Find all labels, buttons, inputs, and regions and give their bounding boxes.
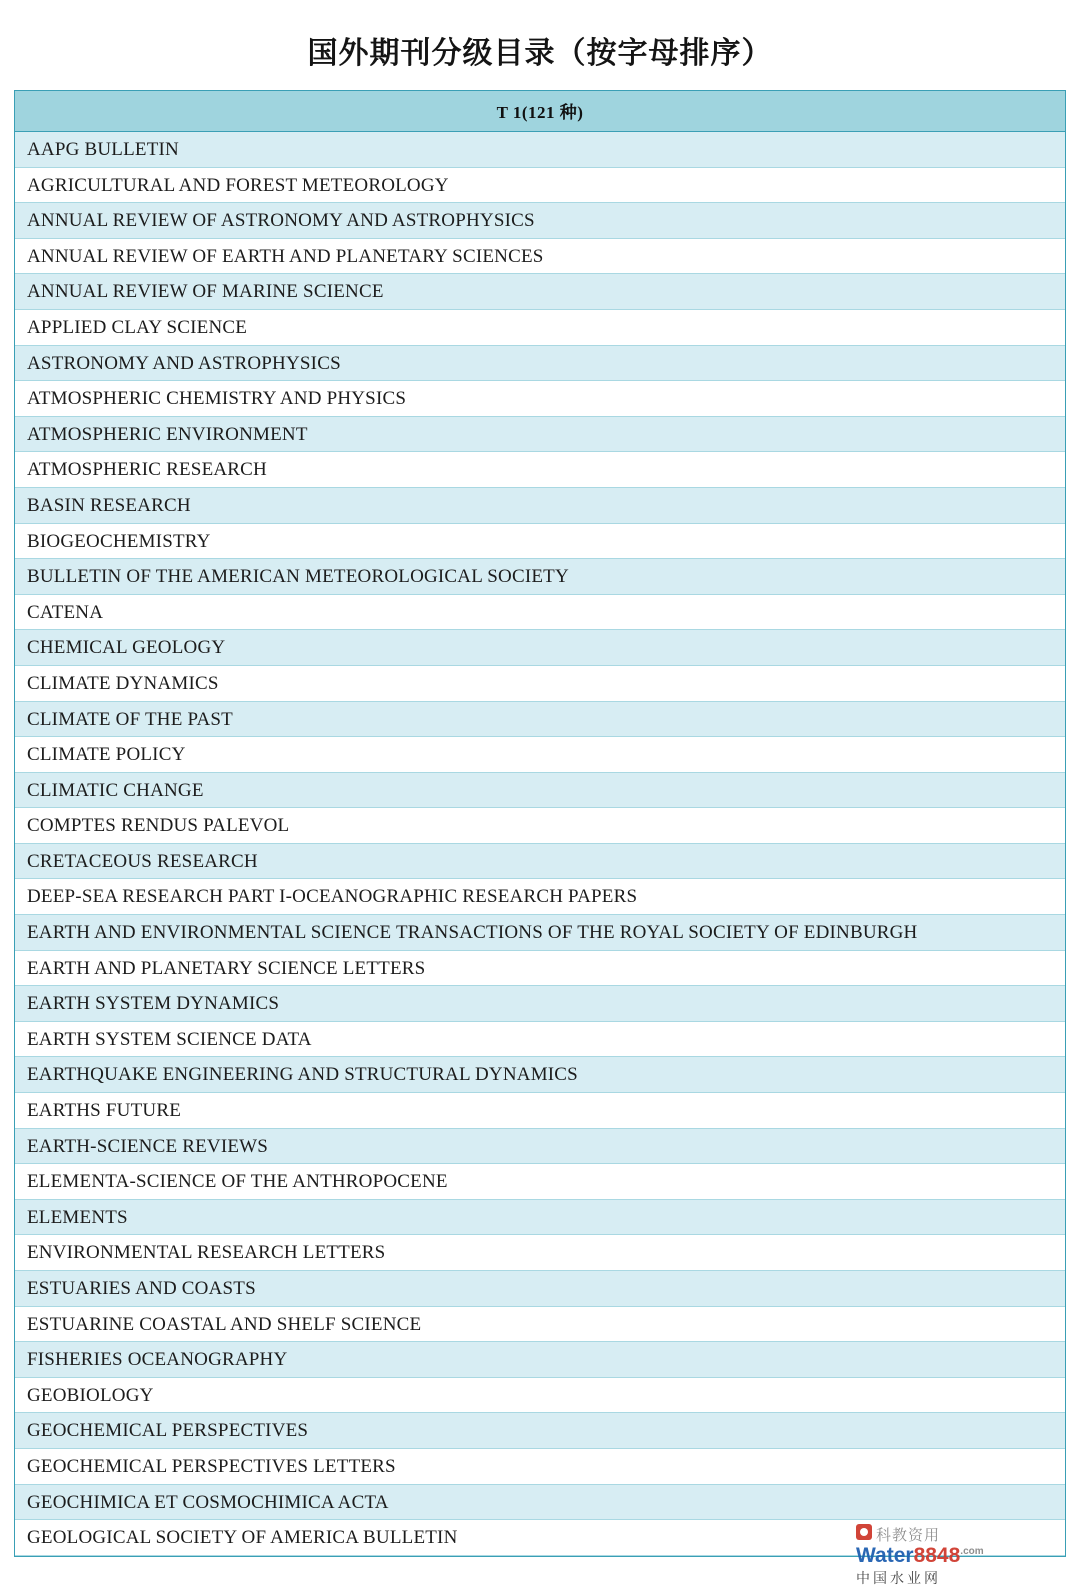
table-row: GEOBIOLOGY <box>15 1378 1065 1414</box>
watermark-bottom-text: 中国水业网 <box>856 1570 941 1586</box>
table-row: EARTH SYSTEM DYNAMICS <box>15 986 1065 1022</box>
table-row: AAPG BULLETIN <box>15 132 1065 168</box>
table-row: ATMOSPHERIC CHEMISTRY AND PHYSICS <box>15 381 1065 417</box>
watermark-top-text: 科教资用 <box>876 1527 941 1544</box>
table-row: CHEMICAL GEOLOGY <box>15 630 1065 666</box>
table-row: ANNUAL REVIEW OF MARINE SCIENCE <box>15 274 1065 310</box>
table-row: EARTH-SCIENCE REVIEWS <box>15 1129 1065 1165</box>
table-row: COMPTES RENDUS PALEVOL <box>15 808 1065 844</box>
table-row: CLIMATE POLICY <box>15 737 1065 773</box>
page-title: 国外期刊分级目录（按字母排序） <box>307 37 773 70</box>
table-row: ESTUARIES AND COASTS <box>15 1271 1065 1307</box>
table-row: ELEMENTA-SCIENCE OF THE ANTHROPOCENE <box>15 1164 1065 1200</box>
table-row: BIOGEOCHEMISTRY <box>15 524 1065 560</box>
table-row: EARTH AND ENVIRONMENTAL SCIENCE TRANSACTIONS OF THE ROYAL SOCIETY OF EDINBURGH <box>15 915 1065 951</box>
table-row: GEOCHIMICA ET COSMOCHIMICA ACTA <box>15 1485 1065 1521</box>
table-row: BULLETIN OF THE AMERICAN METEOROLOGICAL SOCIETY <box>15 559 1065 595</box>
table-row: CRETACEOUS RESEARCH <box>15 844 1065 880</box>
table-row: ESTUARINE COASTAL AND SHELF SCIENCE <box>15 1307 1065 1343</box>
table-row: CATENA <box>15 595 1065 631</box>
table-row: BASIN RESEARCH <box>15 488 1065 524</box>
table-row: EARTH AND PLANETARY SCIENCE LETTERS <box>15 951 1065 987</box>
table-row: ASTRONOMY AND ASTROPHYSICS <box>15 346 1065 382</box>
table-row: ATMOSPHERIC ENVIRONMENT <box>15 417 1065 453</box>
table-row: ENVIRONMENTAL RESEARCH LETTERS <box>15 1235 1065 1271</box>
table-row: CLIMATE DYNAMICS <box>15 666 1065 702</box>
table-row: GEOLOGICAL SOCIETY OF AMERICA BULLETIN <box>15 1520 1065 1556</box>
table-row: DEEP-SEA RESEARCH PART I-OCEANOGRAPHIC RESEARCH PAPERS <box>15 879 1065 915</box>
table-row: GEOCHEMICAL PERSPECTIVES LETTERS <box>15 1449 1065 1485</box>
table-header-tier: T 1(121 种) <box>15 91 1065 132</box>
table-row: FISHERIES OCEANOGRAPHY <box>15 1342 1065 1378</box>
table-row: ANNUAL REVIEW OF EARTH AND PLANETARY SCIENCES <box>15 239 1065 275</box>
table-row: AGRICULTURAL AND FOREST METEOROLOGY <box>15 168 1065 204</box>
journal-list <box>15 132 1065 1556</box>
watermark-brand-number: 8848 <box>913 1544 961 1567</box>
table-row: EARTHQUAKE ENGINEERING AND STRUCTURAL DYNAMICS <box>15 1057 1065 1093</box>
table-row: GEOCHEMICAL PERSPECTIVES <box>15 1413 1065 1449</box>
table-row: EARTH SYSTEM SCIENCE DATA <box>15 1022 1065 1058</box>
watermark-brand-name: Water <box>856 1544 914 1567</box>
journal-table <box>14 90 1066 1557</box>
table-row: APPLIED CLAY SCIENCE <box>15 310 1065 346</box>
table-row: ANNUAL REVIEW OF ASTRONOMY AND ASTROPHYSICS <box>15 203 1065 239</box>
table-row: EARTHS FUTURE <box>15 1093 1065 1129</box>
table-row: ATMOSPHERIC RESEARCH <box>15 452 1065 488</box>
table-row: ELEMENTS <box>15 1200 1065 1236</box>
table-row: CLIMATIC CHANGE <box>15 773 1065 809</box>
watermark-brand-suffix: .com <box>960 1546 984 1557</box>
table-row: CLIMATE OF THE PAST <box>15 702 1065 738</box>
